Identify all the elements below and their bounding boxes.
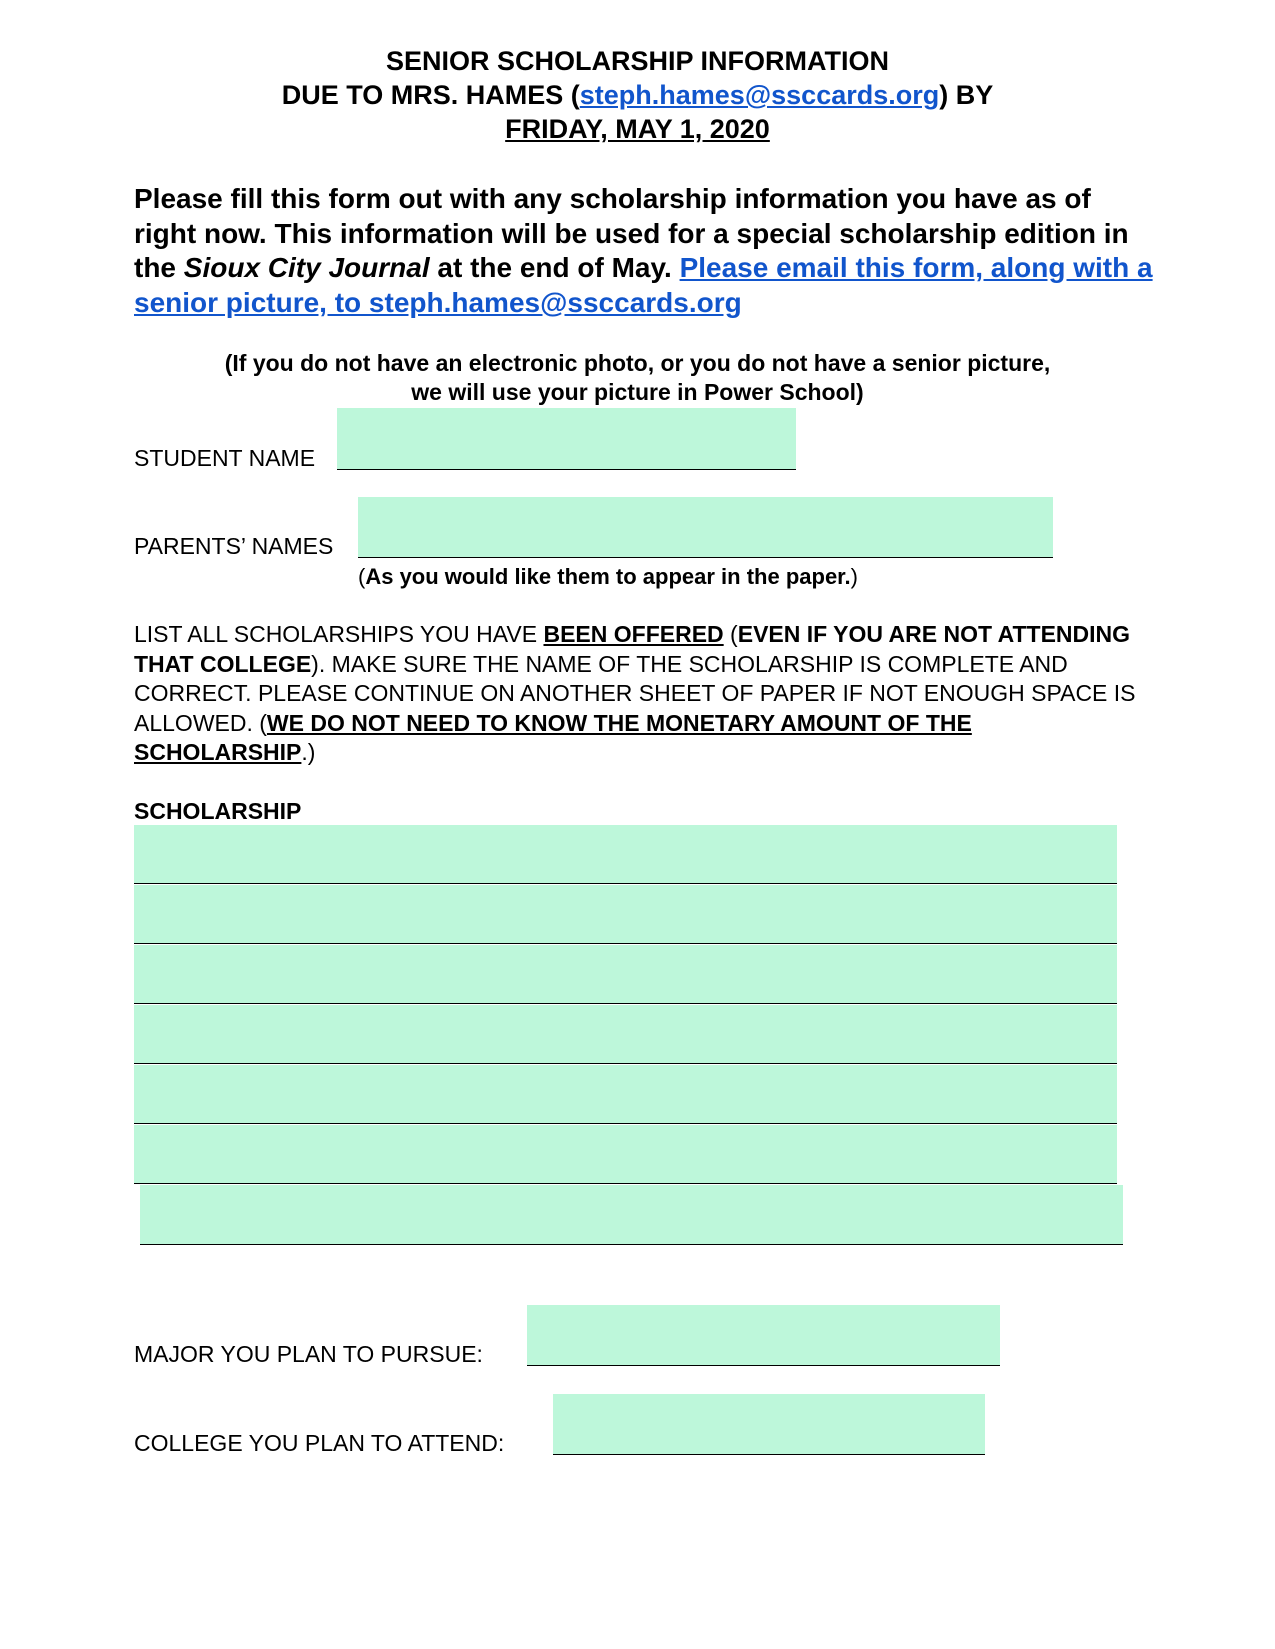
photo-note-line-1: (If you do not have an electronic photo, or you do not have a senior picture,: [224, 350, 1051, 376]
scholarship-entry-3[interactable]: [134, 945, 1117, 1004]
due-line: DUE TO MRS. HAMES (steph.hames@ssccards.org) BY: [281, 80, 994, 110]
teacher-email-link[interactable]: steph.hames@ssccards.org: [579, 80, 940, 110]
parents-names-field[interactable]: [358, 497, 1053, 558]
student-name-label: STUDENT NAME: [134, 445, 316, 471]
scholarship-entry-2[interactable]: [134, 885, 1117, 944]
scholarship-entry-6[interactable]: [134, 1125, 1117, 1184]
form-title: SENIOR SCHOLARSHIP INFORMATION: [385, 46, 890, 76]
due-date: FRIDAY, MAY 1, 2020: [505, 114, 770, 144]
student-name-field[interactable]: [337, 408, 796, 470]
publication-name: Sioux City Journal: [183, 252, 430, 283]
college-field[interactable]: [553, 1394, 985, 1455]
parents-names-note: (As you would like them to appear in the paper.): [358, 564, 858, 589]
major-label: MAJOR YOU PLAN TO PURSUE:: [134, 1341, 483, 1367]
scholarship-entry-5[interactable]: [134, 1065, 1117, 1124]
submission-email-link[interactable]: Please email this form, along with a senior picture, to steph.hames@ssccards.org: [134, 252, 1153, 318]
scholarship-entry-1[interactable]: [134, 825, 1117, 884]
scholarship-instructions: LIST ALL SCHOLARSHIPS YOU HAVE BEEN OFFERED (EVEN IF YOU ARE NOT ATTENDING THAT COLLEGE). MAKE SURE THE NAME OF THE SCHOLARSHIP IS COMPLETE AND CORRECT. PLEASE CONTINUE ON ANOTHER SHEET OF PAPER IF NOT ENOUGH SPACE IS ALLOWED. (WE DO NOT NEED TO KNOW THE MONETARY AMOUNT OF THE SCHOLARSHIP.): [134, 621, 1136, 765]
scholarship-heading: SCHOLARSHIP: [134, 798, 302, 824]
major-field[interactable]: [527, 1305, 1000, 1366]
college-label: COLLEGE YOU PLAN TO ATTEND:: [134, 1430, 505, 1456]
photo-note-line-2: we will use your picture in Power School): [411, 379, 864, 405]
scholarship-entry-7[interactable]: [140, 1185, 1123, 1245]
parents-names-label: PARENTS’ NAMES: [134, 533, 334, 559]
intro-paragraph: Please fill this form out with any scholarship information you have as of right now. This information will be used for a special scholarship edition in the Sioux City Journal at the end of May. Please email this form, along with a senior picture, to steph.hames@ssccards.org: [134, 183, 1153, 318]
scholarship-entry-4[interactable]: [134, 1005, 1117, 1064]
